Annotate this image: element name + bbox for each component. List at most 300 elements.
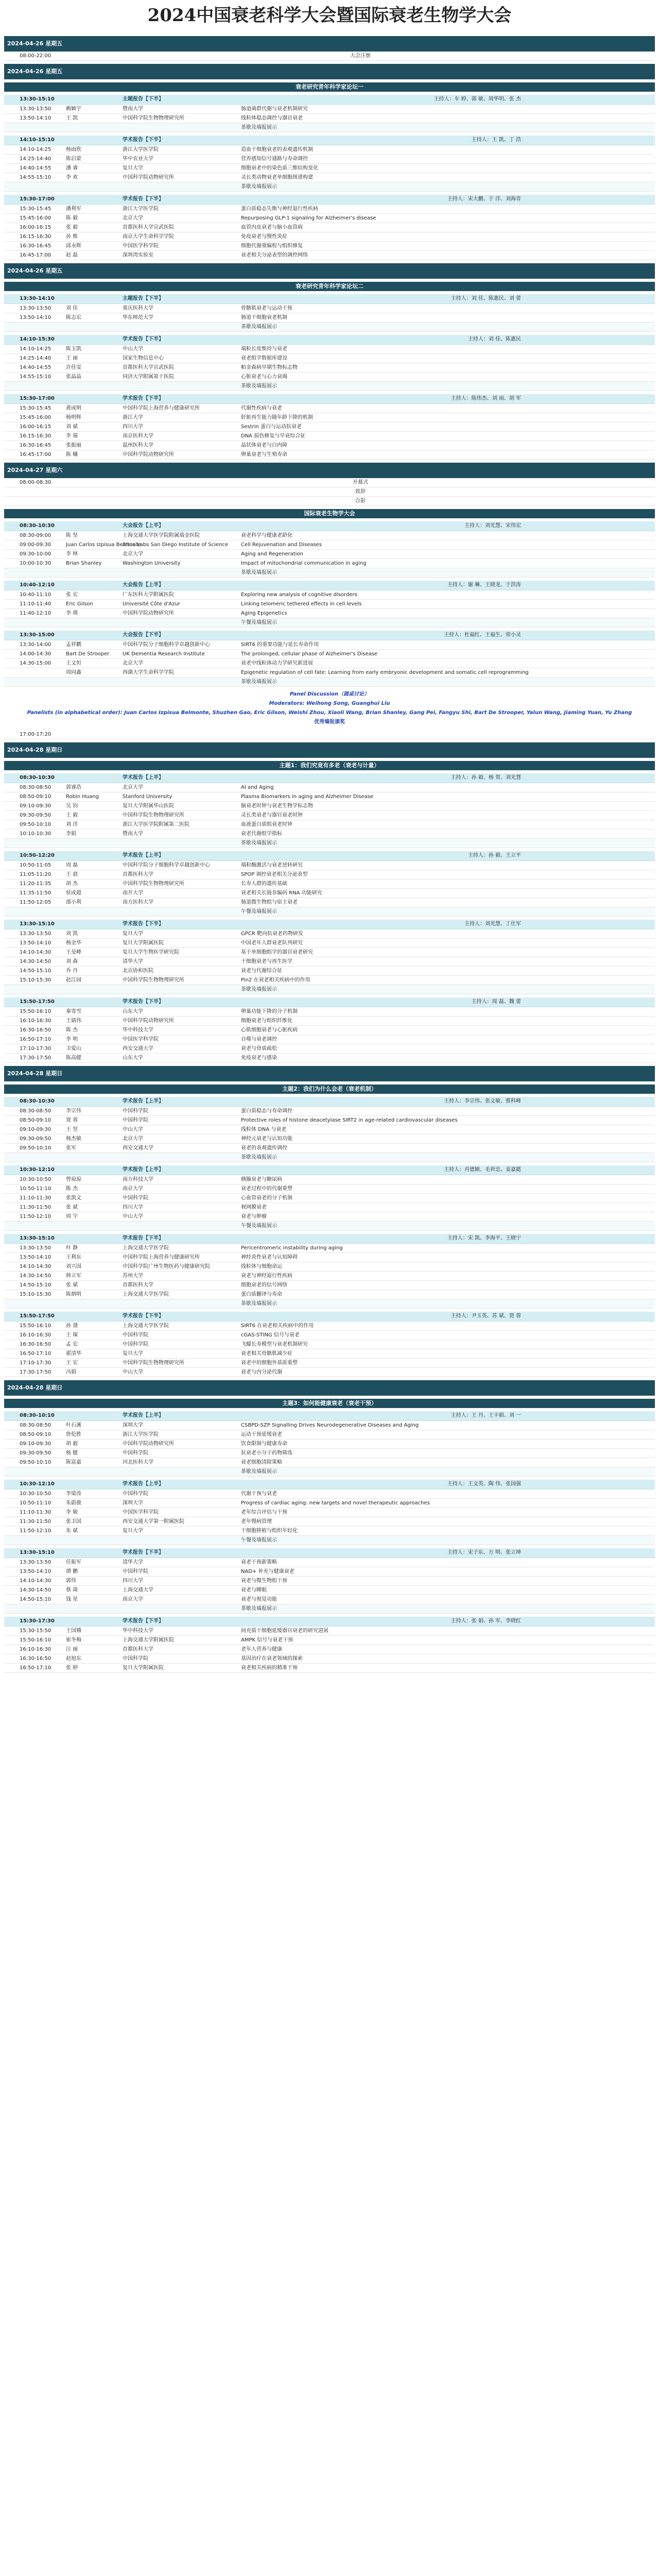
talk-time: 15:50-16:10 xyxy=(20,1637,51,1643)
talk-time: 14:00-14:30 xyxy=(20,651,51,657)
speaker-institution: 南开大学 xyxy=(123,890,143,896)
talk-row xyxy=(4,1321,655,1331)
talk-row xyxy=(4,1636,655,1645)
session-header xyxy=(4,1312,655,1321)
talk-title: SIRT6 的重要功能与延长寿命作用 xyxy=(241,642,319,648)
talk-time: 11:50-12:05 xyxy=(20,900,51,905)
break-row: 茶歇及墙报展示 xyxy=(4,1299,655,1309)
talk-row xyxy=(4,650,655,659)
speaker-name: 周 磊 xyxy=(66,862,78,868)
session-band: 主题1：我们究竟有多老（衰老与计量） xyxy=(4,761,655,770)
talk-time: 11:20-11:35 xyxy=(20,881,51,887)
talk-row xyxy=(4,251,655,260)
speaker-institution: Washington University xyxy=(123,561,181,566)
talk-title: 饮食限制与健康寿命 xyxy=(241,1441,287,1447)
session-moderators: 主持人：肖德颖、毛世忠、姜嘉懿 xyxy=(444,1167,521,1173)
talk-row xyxy=(4,1368,655,1377)
talk-time: 16:50-17:10 xyxy=(20,1665,51,1671)
talk-title: Plasma Biomarkers in aging and Alzheimer Disease xyxy=(241,794,374,800)
day-header: 2024-04-26 星期五 xyxy=(4,64,655,79)
talk-title: 衰老中的细胞外基质重塑 xyxy=(241,1360,298,1366)
session-header xyxy=(4,1234,655,1244)
speaker-institution: 中国科学院 xyxy=(123,1342,148,1347)
plain-time xyxy=(4,497,66,505)
speaker-institution: 中国科学院 xyxy=(123,1108,148,1114)
session-header xyxy=(4,851,655,861)
talk-title: 飞蠓长寿模型与衰老机制研究 xyxy=(241,1342,308,1347)
talk-title: 端粒酶激活与衰老逆转研究 xyxy=(241,862,303,868)
session-header xyxy=(4,521,655,531)
session-time: 10:30-12:10 xyxy=(20,1167,55,1173)
speaker-name: 张 斌 xyxy=(66,1205,78,1210)
speaker-institution: 中国科学院生物物理研究所 xyxy=(123,977,184,983)
day-header: 2024-04-26 星期五 xyxy=(4,36,655,52)
talk-time: 14:10-14:30 xyxy=(20,950,51,955)
session-moderators: 主持人：孙 毅、杨 贺、刘光慧 xyxy=(450,775,521,781)
talk-row xyxy=(4,1449,655,1458)
talk-row xyxy=(4,1430,655,1439)
speaker-institution: 浙江大学医学院 xyxy=(123,206,159,212)
speaker-name: 潘 睿 xyxy=(66,165,78,171)
speaker-name: 陈启蒙 xyxy=(66,156,81,162)
speaker-institution: 首都医科大学 xyxy=(123,1282,153,1288)
talk-row xyxy=(4,242,655,251)
speaker-institution: 首都医科大学 xyxy=(123,872,153,877)
session-header xyxy=(4,920,655,929)
talk-title: 中国老年人群衰老队列研究 xyxy=(241,940,303,946)
session-time: 10:50-12:20 xyxy=(20,853,55,858)
talk-title: 蛋白质稳态与寿命调控 xyxy=(241,1108,292,1114)
session-moderators: 主持人：陈伟杰、刘 雨、胡 军 xyxy=(450,396,521,401)
speaker-institution: 中国科学院分子细胞科学卓越创新中心 xyxy=(123,642,210,648)
talk-row xyxy=(4,976,655,985)
session-type: 学术报告【下半】 xyxy=(123,336,164,342)
speaker-name: 贾 蓉 xyxy=(66,1117,78,1123)
talk-title: 间充质干细胞延缓器官衰老的研究进展 xyxy=(241,1628,328,1634)
talk-title: 衰老与神经退行性疾病 xyxy=(241,1273,292,1279)
speaker-name: 王 凯 xyxy=(66,115,78,121)
talk-row xyxy=(4,590,655,600)
speaker-institution: 清华大学 xyxy=(123,959,143,964)
talk-row xyxy=(4,820,655,829)
session-moderators: 主持人：王 丹、王丰娟、刘 一 xyxy=(450,1413,521,1418)
speaker-name: 张振丽 xyxy=(66,443,81,448)
speaker-name: 侯成超 xyxy=(66,890,81,896)
talk-time: 08:30-09:00 xyxy=(20,533,51,538)
speaker-institution: 深圳大学 xyxy=(123,1500,143,1506)
speaker-institution: 苏州大学 xyxy=(123,1273,143,1279)
speaker-name: Eric Gilson xyxy=(66,601,93,607)
speaker-institution: 复旦大学附属医院 xyxy=(123,940,164,946)
speaker-name: 孙 维 xyxy=(66,234,78,240)
speaker-name: 潘利军 xyxy=(66,206,81,212)
speaker-name: 翟清华 xyxy=(66,1351,81,1357)
session-header xyxy=(4,1480,655,1489)
speaker-institution: 四川大学 xyxy=(123,1578,143,1584)
talk-title: 灵长类动物衰老单细胞图谱构建 xyxy=(241,175,313,180)
award-ceremony: 优秀墙报颁奖 xyxy=(314,719,345,725)
session-header xyxy=(4,195,655,205)
speaker-institution: 中国科学院上海营养与健康研究所 xyxy=(123,405,200,411)
session-time: 15:30-17:00 xyxy=(20,396,55,401)
talk-row xyxy=(4,640,655,650)
talk-time: 16:10-16:30 xyxy=(20,1332,51,1338)
talk-time: 16:45-17:00 xyxy=(20,452,51,457)
talk-row xyxy=(4,609,655,618)
speaker-name: 杨杰敏 xyxy=(66,1136,81,1142)
speaker-institution: 北京大学 xyxy=(123,551,143,557)
speaker-name: 陈 杰 xyxy=(66,1186,78,1192)
break-row: 午餐及墙报展示 xyxy=(4,907,655,917)
talk-time: 13:30-14:00 xyxy=(20,642,51,648)
talk-row xyxy=(4,1331,655,1340)
talk-title: 细胞衰老中的染色质三维结构变化 xyxy=(241,165,318,171)
talk-time: 16:50-17:10 xyxy=(20,1351,51,1357)
speaker-name: 李梁涛 xyxy=(66,1491,81,1497)
talk-time: 10:50-11:10 xyxy=(20,1500,51,1506)
talk-title: 衰老与代谢综合征 xyxy=(241,968,282,974)
talk-title: 衰老与内分泌代谢 xyxy=(241,1369,282,1375)
speaker-institution: 中国科学院 xyxy=(123,1332,148,1338)
talk-row xyxy=(4,802,655,811)
talk-row xyxy=(4,1499,655,1508)
session-type: 学术报告【下半】 xyxy=(123,137,164,143)
speaker-institution: 中山大学 xyxy=(123,1127,143,1132)
talk-time: 15:45-16:00 xyxy=(20,415,51,420)
break-row: 午餐及墙报展示 xyxy=(4,1222,655,1231)
talk-row xyxy=(4,540,655,550)
plain-row xyxy=(4,487,655,497)
talk-row xyxy=(4,1175,655,1184)
talk-title: 代谢干预与衰老 xyxy=(241,1491,277,1497)
speaker-name: 张 毅 xyxy=(66,225,78,230)
speaker-institution: 中国科学院上海营养与健康研究所 xyxy=(123,1255,200,1260)
talk-row xyxy=(4,1262,655,1272)
session-band: 国际衰老生物学大会 xyxy=(4,509,655,518)
session-header xyxy=(4,394,655,404)
talk-row xyxy=(4,1558,655,1567)
talk-title: 衰老相关长链非编码 RNA 功能研究 xyxy=(241,890,322,896)
day-header: 2024-04-26 星期五 xyxy=(4,263,655,279)
talk-row xyxy=(4,173,655,182)
talk-row xyxy=(4,432,655,441)
talk-title: DNA 损伤修复与早衰综合征 xyxy=(241,433,306,439)
session-type: 大会报告【上半】 xyxy=(123,523,164,529)
talk-time: 13:50-14:10 xyxy=(20,115,51,121)
talk-time: 15:50-16:10 xyxy=(20,1009,51,1014)
talk-time: 13:30-13:50 xyxy=(20,106,51,112)
talk-row xyxy=(4,114,655,123)
talk-time: 15:30-15:50 xyxy=(20,1628,51,1634)
speaker-name: 杨 健 xyxy=(66,1450,78,1456)
talk-row xyxy=(4,1184,655,1194)
speaker-name: 陈 坚 xyxy=(66,533,78,538)
speaker-name: 任振军 xyxy=(66,1560,81,1565)
speaker-institution: 中国科学院 xyxy=(123,1450,148,1456)
talk-row xyxy=(4,929,655,939)
page-title: 2024中国衰老科学大会暨国际衰老生物学大会 xyxy=(147,5,512,26)
session-header xyxy=(4,335,655,345)
speaker-institution: 上海交通大学附属医院 xyxy=(123,1637,174,1643)
talk-title: 代谢性疾病与衰老 xyxy=(241,405,282,411)
talk-row xyxy=(4,372,655,382)
talk-row xyxy=(4,1281,655,1290)
speaker-institution: 中山大学 xyxy=(123,1214,143,1219)
speaker-name: 朱 斌 xyxy=(66,1528,78,1534)
talk-title: 线粒体稳态调控与器官衰老 xyxy=(241,115,303,121)
talk-row xyxy=(4,1007,655,1016)
session-type: 学术报告【上半】 xyxy=(123,1413,164,1418)
talk-time: 16:00-16:15 xyxy=(20,225,51,230)
talk-title: 脑衰老时钟与衰老生物学标志物 xyxy=(241,803,313,809)
talk-title: 衰老干预新策略 xyxy=(241,1560,277,1565)
talk-title: 免疫衰老与慢性炎症 xyxy=(241,234,287,240)
speaker-institution: 南京大学 xyxy=(123,1186,143,1192)
talk-time: 09:50-10:10 xyxy=(20,1145,51,1151)
speaker-name: 王旻峰 xyxy=(66,950,81,955)
talk-row xyxy=(4,1244,655,1253)
talk-row xyxy=(4,1508,655,1517)
talk-title: Progress of cardiac aging: new targets and novel therapeutic approaches xyxy=(241,1500,430,1506)
talk-row xyxy=(4,1595,655,1604)
speaker-institution: 中国科学院 xyxy=(123,1491,148,1497)
speaker-name: 陈富嘉 xyxy=(66,1460,81,1465)
session-type: 主题报告【下半】 xyxy=(123,96,164,102)
speaker-name: 周 宇 xyxy=(66,1214,78,1219)
talk-row xyxy=(4,404,655,413)
speaker-name: Bart De Strooper xyxy=(66,651,110,657)
talk-time: 14:55-15:10 xyxy=(20,374,51,380)
speaker-institution: 暨南大学 xyxy=(123,106,143,112)
speaker-institution: 中国科学院 xyxy=(123,1195,148,1201)
break-row: 茶歇及墙报展示 xyxy=(4,182,655,192)
talk-row xyxy=(4,1035,655,1044)
break-row: 茶歇及墙报展示 xyxy=(4,323,655,332)
talk-row xyxy=(4,1586,655,1595)
break-row: 茶歇及墙报展示 xyxy=(4,839,655,848)
talk-time: 17:30-17:50 xyxy=(20,1055,51,1061)
plain-row xyxy=(4,497,655,506)
talk-time: 17:30-17:50 xyxy=(20,1369,51,1375)
talk-row xyxy=(4,1664,655,1673)
session-time: 08:30-10:30 xyxy=(20,775,55,781)
talk-title: 基于单细胞组学的器官衰老研究 xyxy=(241,950,313,955)
talk-title: 衰老代谢组学指标 xyxy=(241,831,282,837)
talk-title: 免疫衰老与感染 xyxy=(241,1055,277,1061)
talk-title: 衰老与骨质疏松 xyxy=(241,1046,277,1052)
talk-row xyxy=(4,870,655,879)
session-moderators: 主持人：刘 佳、陈惠民、刘 蕾 xyxy=(450,296,521,301)
speaker-institution: 深圳大学 xyxy=(123,1422,143,1428)
speaker-name: 王 骁 xyxy=(66,872,78,877)
session-type: 学术报告【上半】 xyxy=(123,1481,164,1487)
plain-time: 08:00-08:30 xyxy=(20,480,51,485)
speaker-institution: 中国科学院动物研究所 xyxy=(123,611,174,616)
speaker-name: 曾琼琼 xyxy=(66,1177,81,1182)
talk-title: 肠道微生物组与宿主衰老 xyxy=(241,900,298,905)
talk-title: 神经炎性衰老与认知障碍 xyxy=(241,1255,298,1260)
talk-title: cGAS-STING 信号与衰老 xyxy=(241,1332,300,1338)
panel-moderators: Moderators: Weihong Song, Guanghui Liu xyxy=(269,701,390,706)
speaker-name: 陈 杰 xyxy=(66,1027,78,1033)
speaker-name: 李 瑞 xyxy=(66,433,78,439)
speaker-institution: 暨南大学 xyxy=(123,831,143,837)
speaker-institution: 北京大学 xyxy=(123,215,143,221)
session-band: 衰老研究青年科学家论坛一 xyxy=(4,82,655,92)
talk-time: 14:50-15:10 xyxy=(20,1282,51,1288)
speaker-name: 陈玉凯 xyxy=(66,346,81,352)
speaker-name: 赵江园 xyxy=(66,977,81,983)
session-time: 08:30-10:30 xyxy=(20,1098,55,1104)
speaker-institution: 北京大学 xyxy=(123,660,143,666)
talk-row xyxy=(4,1489,655,1499)
panel-panelists: Panelists (in alphabetical order): Juan Carlos Izpisua Belmonte, Shuzhen Gao, Eric Gilson, Weishi Zhou, Xiaoli Wang, Brian Shanley, Gang Pei, Fangyu Shi, Bart De Strooper, Yalun Wang, Jiaming Yuan, Yu Zhang xyxy=(27,710,632,716)
talk-time: 10:30-10:50 xyxy=(20,1177,51,1182)
talk-row xyxy=(4,1125,655,1134)
speaker-name: 叶石溪 xyxy=(66,1422,81,1428)
session-time: 13:30-15:10 xyxy=(20,1235,55,1241)
speaker-name: 陈炳明 xyxy=(66,1292,81,1297)
talk-title: 帕金森病早期生物标志物 xyxy=(241,365,298,370)
speaker-institution: 广东医科大学附属医院 xyxy=(123,592,174,598)
talk-time: 11:50-12:10 xyxy=(20,1214,51,1219)
talk-title: 蛋白质稳态失衡与神经退行性疾病 xyxy=(241,206,318,212)
talk-row xyxy=(4,1026,655,1035)
talk-title: The prolonged, cellular phase of Alzheimer's Disease xyxy=(241,651,378,657)
talk-row xyxy=(4,792,655,802)
talk-title: 衰老与睡眠 xyxy=(241,1587,267,1593)
talk-title: 衰老科学与健康老龄化 xyxy=(241,533,292,538)
speaker-name: 郭伟 xyxy=(66,1578,76,1584)
talk-time: 15:10-15:30 xyxy=(20,1292,51,1297)
talk-title: 蛋白质翻译与寿命 xyxy=(241,1292,282,1297)
session-type: 学术报告【上半】 xyxy=(123,775,164,781)
talk-title: 肠道菌群代谢与衰老机制研究 xyxy=(241,106,308,112)
talk-row xyxy=(4,967,655,976)
talk-row xyxy=(4,879,655,889)
talk-title: 心肌细胞衰老与心脏疾病 xyxy=(241,1027,298,1033)
speaker-institution: 北京大学 xyxy=(123,785,143,790)
talk-row xyxy=(4,1359,655,1368)
talk-time: 09:30-09:50 xyxy=(20,812,51,818)
speaker-institution: 中国科学院动物研究所 xyxy=(123,175,174,180)
speaker-institution: 中国医学科学院 xyxy=(123,1510,159,1515)
talk-title: 衰老的表观遗传调控 xyxy=(241,1145,287,1151)
speaker-name: 孙 渤 xyxy=(66,1323,78,1329)
talk-time: 09:30-09:50 xyxy=(20,1450,51,1456)
speaker-name: 陈 毅 xyxy=(66,215,78,221)
plain-label: 合影 xyxy=(355,498,366,504)
session-moderators: 主持人：王 凯、丁 浩 xyxy=(471,137,521,143)
talk-row xyxy=(4,214,655,223)
session-type: 大会报告【上半】 xyxy=(123,582,164,588)
talk-row xyxy=(4,1194,655,1203)
speaker-institution: 西安交通大学 xyxy=(123,1145,153,1151)
plain-row xyxy=(4,52,655,61)
speaker-institution: 复旦大学附属华山医院 xyxy=(123,803,174,809)
speaker-institution: 中国科学院广州生物医药与健康研究院 xyxy=(123,1264,210,1269)
speaker-institution: 浙江大学医学院 xyxy=(123,147,159,152)
speaker-name: 李 欢 xyxy=(66,175,78,180)
talk-title: AI and Aging xyxy=(241,785,274,790)
talk-title: GPCR 靶向抗衰老药物研发 xyxy=(241,931,303,937)
talk-title: Epigenetic regulation of cell fate: Learning from early embryonic development and somatic cell reprogramming xyxy=(241,670,529,675)
speaker-name: 刘兴国 xyxy=(66,1264,81,1269)
session-type: 学术报告【上半】 xyxy=(123,1098,164,1104)
speaker-institution: 南京大学 xyxy=(123,1597,143,1602)
day-header: 2024-04-28 星期日 xyxy=(4,742,655,758)
talk-row xyxy=(4,363,655,372)
session-moderators: 主持人：孙 毅、王立平 xyxy=(467,853,521,858)
talk-row xyxy=(4,559,655,568)
session-type: 学术报告【下半】 xyxy=(123,921,164,927)
session-header xyxy=(4,1411,655,1421)
talk-row xyxy=(4,811,655,820)
speaker-institution: 浙江大学医学院附属第二医院 xyxy=(123,822,189,827)
plain-label: 大会注册 xyxy=(350,53,371,59)
talk-time: 16:30-16:50 xyxy=(20,1656,51,1662)
talk-row xyxy=(4,450,655,460)
speaker-name: 陈 曦 xyxy=(66,452,78,457)
speaker-name: 刘 凯 xyxy=(66,931,78,937)
talk-time: 11:35-11:50 xyxy=(20,890,51,896)
session-time: 15:50-17:50 xyxy=(20,999,55,1005)
speaker-name: 张 斌 xyxy=(66,1282,78,1288)
session-header xyxy=(4,631,655,640)
break-row: 茶歇及墙报展示 xyxy=(4,123,655,132)
speaker-institution: UK Dementia Research Institute xyxy=(123,651,205,657)
speaker-name: 许佳雯 xyxy=(66,365,81,370)
speaker-institution: 中山大学 xyxy=(123,346,143,352)
talk-time: 08:30-08:50 xyxy=(20,1108,51,1114)
speaker-institution: 中国科学院生物物理研究所 xyxy=(123,881,184,887)
session-type: 主题报告【下半】 xyxy=(123,296,164,301)
speaker-institution: 华东师范大学 xyxy=(123,315,153,320)
session-header xyxy=(4,581,655,590)
speaker-institution: 复旦大学 xyxy=(123,165,143,171)
talk-row xyxy=(4,313,655,323)
speaker-name: 王 琛 xyxy=(66,1332,78,1338)
session-moderators: 主持人：刘光慧、宋伟宏 xyxy=(464,523,521,529)
talk-time: 10:50-11:10 xyxy=(20,1186,51,1192)
speaker-name: 邵小利 xyxy=(66,900,81,905)
speaker-institution: 中国科学院动物研究所 xyxy=(123,1441,174,1447)
talk-row xyxy=(4,889,655,898)
session-time: 10:40-12:10 xyxy=(20,582,55,588)
talk-time: 08:30-08:50 xyxy=(20,785,51,790)
talk-row xyxy=(4,1116,655,1125)
talk-title: 衰老与视觉功能 xyxy=(241,1597,277,1602)
talk-title: SPOP 调控衰老相关分泌表型 xyxy=(241,872,308,877)
session-moderators: 主持人：刘 佳、陈惠民 xyxy=(467,336,521,342)
day-header: 2024-04-28 星期日 xyxy=(4,1066,655,1081)
speaker-name: 刘 斌 xyxy=(66,424,78,430)
session-moderators: 主持人：周 磊、魏 蕾 xyxy=(471,999,521,1005)
speaker-name: 陈志宏 xyxy=(66,315,81,320)
talk-title: 衰老相关骨骼肌减少症 xyxy=(241,1351,292,1357)
talk-row xyxy=(4,1107,655,1116)
talk-title: 衰老过程中的代谢重塑 xyxy=(241,1186,292,1192)
talk-row xyxy=(4,164,655,173)
talk-time: 09:00-09:30 xyxy=(20,542,51,548)
speaker-name: 朱蔚骏 xyxy=(66,1500,81,1506)
talk-title: 细胞衰老与组织纤维化 xyxy=(241,1018,292,1024)
talk-time: 14:10-14:25 xyxy=(20,346,51,352)
talk-row xyxy=(4,1439,655,1449)
panel-discussion xyxy=(4,687,655,730)
session-moderators: 主持人：车 婷、郭 敏、周华明、张 杰 xyxy=(433,96,521,102)
talk-row xyxy=(4,659,655,668)
